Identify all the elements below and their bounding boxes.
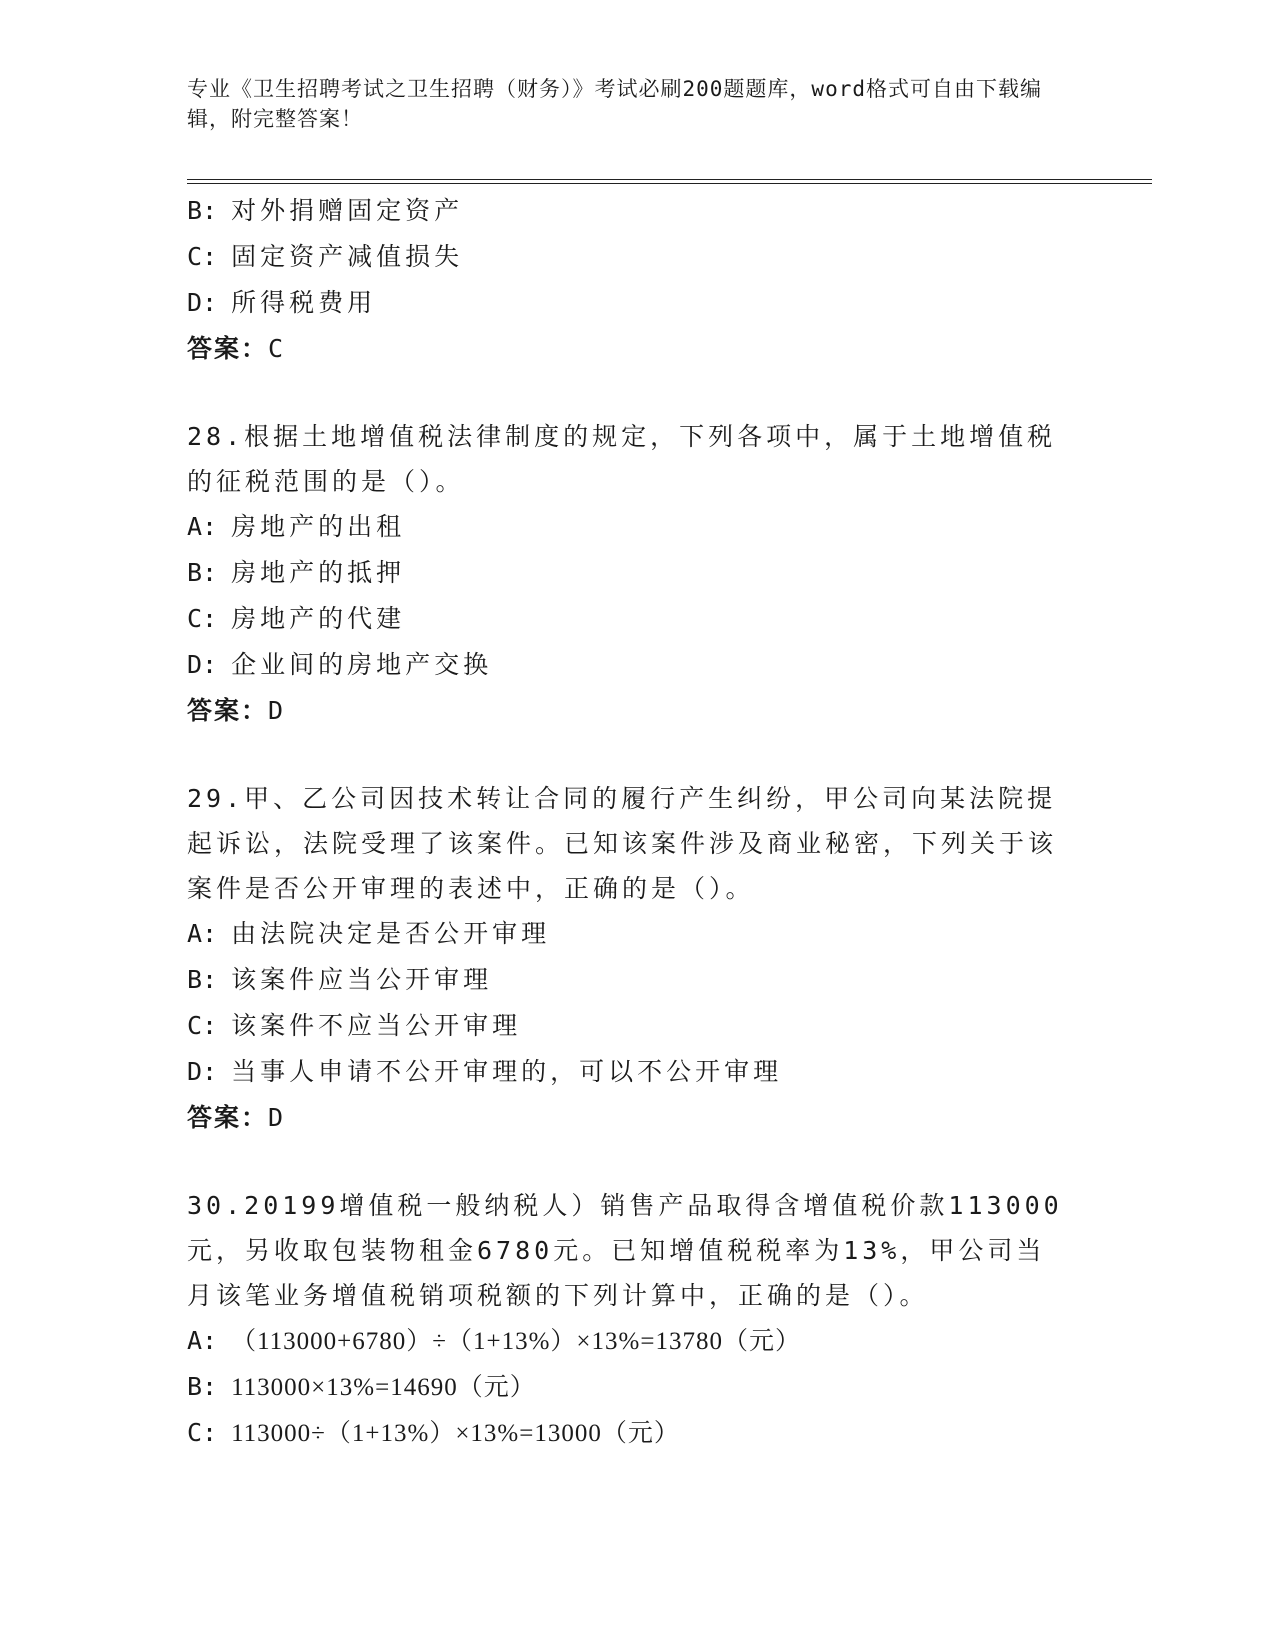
question-stem: 29.甲、乙公司因技术转让合同的履行产生纠纷，甲公司向某法院提起诉讼，法院受理了该案件。已知该案件涉及商业秘密，下列关于该案件是否公开审理的表述中，正确的是（）。: [187, 784, 1058, 903]
option-label: C:: [187, 1011, 218, 1040]
option-label: A:: [187, 919, 218, 948]
option-b: [187, 957, 1087, 1003]
option-label: D:: [187, 1057, 218, 1086]
option-label: B:: [187, 965, 218, 994]
option-label: A:: [187, 1326, 218, 1355]
option-label: D:: [187, 288, 218, 317]
answer-line: [187, 688, 1087, 734]
option-text: 当事人申请不公开审理的，可以不公开审理: [231, 1057, 783, 1086]
answer-line: [187, 326, 1087, 372]
option-text: 该案件应当公开审理: [231, 965, 493, 994]
option-text: 房地产的抵押: [231, 558, 406, 587]
answer-label: 答案：: [187, 696, 269, 725]
option-d: [187, 642, 1087, 688]
answer-value: D: [268, 696, 286, 725]
option-a: [187, 1318, 1087, 1364]
option-text: 所得税费用: [231, 288, 377, 317]
option-label: B:: [187, 196, 218, 225]
option-d: [187, 280, 1087, 326]
header-divider-secondary: [187, 183, 1152, 184]
option-label: C:: [187, 604, 218, 633]
option-label: B:: [187, 1372, 218, 1401]
question-29-block: [187, 776, 1087, 1141]
option-c: [187, 596, 1087, 642]
option-b: [187, 1364, 1087, 1410]
answer-value: C: [268, 334, 286, 363]
option-c: [187, 1410, 1087, 1456]
option-label: B:: [187, 558, 218, 587]
answer-label: 答案：: [187, 1103, 269, 1132]
option-c: [187, 1003, 1087, 1049]
option-b: [187, 188, 1087, 234]
question-stem: 30.20199增值税一般纳税人）销售产品取得含增值税价款113000元，另收取包装物租金6780元。已知增值税税率为13%，甲公司当月该笔业务增值税销项税额的下列计算中，正确的是（）。: [187, 1191, 1063, 1310]
option-text: 固定资产减值损失: [231, 242, 464, 271]
question-27-block: [187, 188, 1087, 372]
option-label: C:: [187, 1418, 218, 1447]
question-28-block: [187, 414, 1087, 734]
option-text: 113000×13%=14690（元）: [231, 1374, 536, 1401]
option-a: [187, 911, 1087, 957]
header-divider: [187, 179, 1152, 180]
option-text: 对外捐赠固定资产: [231, 196, 464, 225]
answer-label: 答案：: [187, 334, 269, 363]
option-label: C:: [187, 242, 218, 271]
option-text: 该案件不应当公开审理: [231, 1011, 522, 1040]
question-content: [187, 188, 1087, 1456]
option-text: 113000÷（1+13%）×13%=13000（元）: [231, 1420, 680, 1447]
option-text: 房地产的代建: [231, 604, 406, 633]
option-text: 房地产的出租: [231, 512, 406, 541]
question-stem: 28.根据土地增值税法律制度的规定，下列各项中，属于土地增值税的征税范围的是（）。: [187, 422, 1057, 496]
answer-line: [187, 1095, 1087, 1141]
option-text: （113000+6780）÷（1+13%）×13%=13780（元）: [231, 1328, 801, 1355]
option-text: 由法院决定是否公开审理: [231, 919, 551, 948]
option-text: 企业间的房地产交换: [231, 650, 493, 679]
option-d: [187, 1049, 1087, 1095]
option-c: [187, 234, 1087, 280]
option-a: [187, 504, 1087, 550]
option-label: D:: [187, 650, 218, 679]
question-30-block: [187, 1183, 1087, 1456]
option-label: A:: [187, 512, 218, 541]
page-header: 专业《卫生招聘考试之卫生招聘（财务）》考试必刷200题题库，word格式可自由下载编辑，附完整答案！: [187, 77, 1042, 131]
answer-value: D: [268, 1103, 286, 1132]
option-b: [187, 550, 1087, 596]
